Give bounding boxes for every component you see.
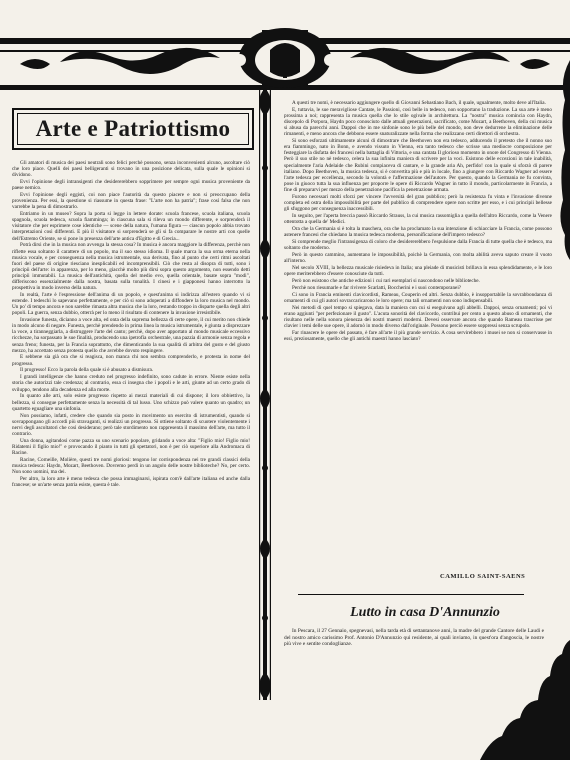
- article-paragraph: Per altro, la loro arte è meno tedesca che possa immaginarsi, ispirata com'è dall'arte italiana ed anche dalla francese; se un'arte senza patria esiste, questa è tale.: [12, 475, 250, 488]
- article-paragraph: Evvi l'opinione degli eggisti, coi non piace l'autorità da questo piacere e non si preoccupano della provenienza. Per essi, la questione si riassume in questa frase: "L'arte non ha patria"; frase così falsa che non varrebbe la pena di dimostrarlo.: [12, 192, 250, 211]
- article-paragraph: Racine, Corneille, Molière, questi tre nomi gloriosi: tengono lor corrispondenza nei tre grandi classici della musica tedesca: Haydn, Mozart, Beethoven. Dovremo perdì in un angolo delle nostre biblioteche? No, per certo. Non sono uomini, ma dei.: [12, 456, 250, 475]
- article-paragraph: E, tuttavia, le sue meravigliose Cantate, le Passioni, così belle in tedesco, non sopportano la traduzione. La sua arte è meno prossima a noi; rappresenta la musica quella che lo stile ogivale in architettura. La "nostra" musica comincia con Haydn, discepolo di Porpora, Haydn poco conosciuto dalle attuali generazioni, sacrificato, come Mozart, a Beethoven, della cui musica si abusa da parecchi anni. Dappoi che in me sinfonie sono le più belle del mondo, non deve dedurrene la eliminazione delle rimanenti, e meno ancora che debbono essere snaturalizzate nella forma che realizzano certi direttori di orchestra.: [284, 106, 552, 138]
- article-paragraph: In quanto alle arti, solo esiste progresso rispetto ai mezzi materiali di cui dispone; il loro obbiettivo, la bellezza, si consegue perfettamente senza la necessità di tal lusso. Uno schizzo può valere quanto un quadro; un quartetto eguagliare una sinfonia.: [12, 393, 250, 412]
- article-paragraph: I grandi intelligenze che hanno creduto nel progresso indefinito, sono cadute in errore. Niente esiste nella storia che autorizzi tale credenza; al contrario, essa ci insegna che i popoli e le arti, giunte ad un certo grado di sviluppo, tendono alla decadenza ed alla morte.: [12, 374, 250, 393]
- article-paragraph: E sebbene sia già ora che si reagisca, non manca chi non sembra comprenderlo, e protesta in nome del progresso.: [12, 354, 250, 367]
- article-paragraph: Gli amatori di musica dei paesi neutrali sono felici perchè possono, senza inconvenienti alcuno, ascoltare ciò che loro piace. Quelli dei paesi belligeranti si trovano in una posizione delicata, sulla quale le opinioni si dividono.: [12, 160, 250, 179]
- article-signature: CAMILLO SAINT-SAENS: [440, 573, 526, 580]
- notice-title: Lutto in casa D'Annunzio: [350, 605, 500, 620]
- section-rule: [298, 594, 524, 595]
- ornamental-header: [0, 0, 570, 105]
- article-paragraph: Nel secolo XVIII, la bellezza musicale risiedeva in Italia; una pleiade di musicisti brillava in essa splendidamente, e le loro opere meriterebbero d'essere conosciute da tutti.: [284, 264, 552, 277]
- article-paragraph: Ora che la Germania si è tolta la maschera, ora che ha proclamato la sua intenzione di schiacciare la Francia, come possono astenere francesi che chiedano la musica tedesca moderna, personificazione dell'impero tedesco?: [284, 225, 552, 238]
- article-paragraph: Ci sono in Francia eminenti clavicordisti, Rameau, Couperin ed altri. Senza dubbio, è insopportabile la sovrabbondanza di ornamenti di cui gli autori sovraccaricarono le loro opere; ma tali ornamenti non sono indispensabili.: [284, 291, 552, 304]
- notice-paragraph: In Pescara, il 27 Gennaio, spegnevasi, nella tarda età di settantanove anni, la madre del grande Cantore delle Laudi e del nostro amico carissimo Prof. Antonio D'Annunzio qui residente, ai quali inviamo, in quest'ora d'angoscia, le nostre più vive e sentite condoglianze.: [284, 628, 544, 648]
- article-paragraph: Nei metodi di quel tempo si spiegava, data la maniera con cui si eseguivano agli abbelli. Dappoi, senza ornamenti; poi vi erano aggiunti "per perfezionare il gusto". L'acuta sonorità del clavicordo, contribuì per cento a questo abuso di ornamenti, che risultano nelle nella sonora pienezza dei nostri maestri moderni. Devesi osservare ancora che quando Rameau trascrisse per clavier i temi delle sue opere, il adornò in modo diverso dall'originale. Possono perciò essere soppressi senza scrupolo.: [284, 304, 552, 329]
- article-paragraph: Il progresso! Ecco la parola della quale si è abusato a dismisura.: [20, 367, 154, 374]
- article-paragraph: In realtà, l'arte è l'espressione dell'anima di un popolo, e quest'anima si indirizza all'estero quando vi si estende. I tedeschi lo sapevano perfettamente, e per ciò si sono adoperati a diffondere la loro musica nel mondo. Un po' di tempo ancora e non sarebbe rimasta altra musica che la loro, restando troppo in disparte quella degli altri popoli. La guerra, senza dubbio, otterrà per lo meno il risultato di contenere la invasione irresistibile.: [12, 291, 250, 317]
- article-paragraph: Perchè non riesumarle e far rivivere Scarlatti, Boccherini e i suoi contemporanei?: [292, 284, 462, 291]
- article-paragraph: A questi tre nomi, è necessario aggiungere quello di Giovanni Sebastiano Bach, il quale, ugualmente, molto deve all'Italia.: [292, 100, 546, 106]
- article-paragraph: Evvi l'opinione degli intransigenti che desidererebbero sopprimere per sempre ogni musica proveniente da paese nemico.: [12, 179, 250, 192]
- article-paragraph: Potrà dirsi che in la musica non avvenga la stessa cosa? In musica è ancora maggiore la differenza, perchè non riflette essa soltanto il carattere di un popolo, ma il suo stesso idioma. Il quale marca la sua orma eterna nella musica vocale, e per conseguenza nella musica istrumentale, sua derivata, fino al punto che certi ritmi ascoltati fuori del paese di origine riesciano inesplicabili ed incomprensibili. Ciò che resta al disopra di tutti, sono i principii dell'arte: in apparenza, per lo meno, giacchè molto più dirsi sopra questo argomento, non essendo detti principii immutabili. La musica dell'antichità, quella del medio evo, quella orientale, basate sopra "modi", differiscono essenzialmente dalla nostra, basata sulla tonalità. I cinesi e i giapponesi hanno interrotto la prospettiva in modo inverso della natura.: [12, 242, 250, 292]
- article-paragraph: Non possiamo, infatti, credere che quando sia posto in movimento un esercito di istrumentisti, quando si sovrappongano gli accordi più stravaganti, si realizzi un progresso. Si ottiene soltanto di scuotere violentemente i nervi degli ascoltatori che così desiderano; però tale stordimento non rappresenta il massimo dell'arte, ma tutto il contrario.: [12, 412, 250, 437]
- article-left-column: [12, 160, 250, 750]
- article-paragraph: Però non esistono che antiche edizioni i cui rari esemplari si nascondono nelle biblioteche.: [292, 277, 480, 284]
- torn-page-corner: [480, 640, 570, 760]
- torn-page-edge: [535, 60, 570, 260]
- article-paragraph: Una donna, agitandosi come pazza su uno scenario popolare, gridando a voce alta: "Figlio mio! Figlio mio! Ridatemi il figlio mio!" e provocando il pianto in tutti gli spettatori, non è per ciò superiore alla Andromaca di Racine.: [12, 437, 250, 456]
- article-paragraph: Far rinascere le opere del passato, è fare all'arte il più grande servizio. A cosa servirebbero i musei se non si conservasse in essi, preziosamente, quello che gli antichi maestri hanno lasciato?: [284, 329, 552, 342]
- article-paragraph: In seguito, per l'aperta breccia passò Riccardo Strauss, la cui musica rassomiglia a quella dell'altro Riccardo, come la Venere ottentotta a quella de' Medici.: [284, 212, 552, 225]
- ornamental-column-divider: [250, 88, 280, 700]
- article-paragraph: Si comprende meglio l'intransigenza di coloro che desidererebbero l'espulsione dalla Francia di tutte quella che è tedesco, ma soltanto che moderno.: [284, 238, 552, 251]
- article-paragraph: Furono necessari molti sforzi per vincere l'avversità del gran pubblico; però la resistenza fu vinta e l'invasione divenne completa ed ostra della impossibilità per parte del pubblico di comprendere opere non scritte per esso, e i cui principii bellesse gli sfuggono per conseguenza inaccessibili.: [284, 193, 552, 212]
- article-paragraph: Entriamo in un museo? Sopra la porta si legge in lettere dorate: scuola francese, scuola italiana, scuola spagnola, scuola tedesca, scuola fiamminga; in ciascuna sala si rileva un mondo differente, e sorprenderà il visitatore che per esprimere cose identiche — scene della natura, l'umana figura — ciascun popolo abbia trovato interpretazioni così differenti. E più il visitatore si sorprenderà se gli si fa comparare le nostre arti con quelle dell'Estremo Oriente, se si pone in presenza dell'arte antica d'Egitto e di Grecia...: [12, 211, 250, 242]
- article-title: Arte e Patriottismo: [35, 116, 231, 141]
- article-paragraph: Però in questo cammino, aumentano le impossibilità, poichè la Germania, con molta abilità aveva saputo creare il vuoto all'interno.: [284, 251, 552, 264]
- article-paragraph: Invasione funesta, dicianno a voce alta, ed onta della suprema bellezza di certe opere, il cui merito non chiede in modo alcuno di negare. Funesta, perchè prendendo in prima linea la musica istrumentale, è giunta a disprezzare la voce, a tiranneggiarla, a distruggere l'arte del canto; perchè, dopo aver apportato al mondo musicale eccessivo ricchezze, ha sorpassato le sue finalità, producendo una ipetrofia orchestrale, una pazzia di armonie senza regola e senza freno; funesta, per la Francia soprattutto, che dimenticando la sua qualità di arbitra del gusto e del giusto mezzo, ha accettato senza protesta quello che avrebbe dovuto respingere.: [12, 317, 250, 354]
- article-paragraph: Si sono esforzati ultimamente alcuni di dimostrare che Beethoven non era tedesco, adducendo il pretesto che il nonno suo era fiammingo, nato in Bonn, e avendo vissuto in Vienna, era tanto tedesco che scrisse una mediocre composizione per festeggiare la disfatta dei francesi nella battaglia di Vittoria, e una cantata Il glorioso momento in onore del Congresso di Vienna. Però il suo stile no nè tedesco, celera la sua infinita maniera di scrivere per la voci. Esistono delle eccezioni in tale inabilità, specialmente l'aria Adelaide che Rubini compiaceva di cantare, e la grande aria Ah, perfido! con la quale si sforzò di parere italiano. Dopo Beethoven, la musica tedesca, si è convertita più e più in locale, fino a giungere con Riccardo Wagner ad essere l'arte tedesca per eccellenza, secondo la volontà e l'affermazione dell'autore. Per questo, quando la Germania ne fu convinta, pose in giuoco tutta la sua influenza per proporre le opere di Riccardo Wagner in tutto il mondo, particolarmente in Francia, a fine di prepararvi per mezzo della penetrazione pacifica la penetrazione armata.: [284, 138, 552, 193]
- article-right-column: [284, 100, 552, 555]
- article-title-box: [12, 108, 254, 150]
